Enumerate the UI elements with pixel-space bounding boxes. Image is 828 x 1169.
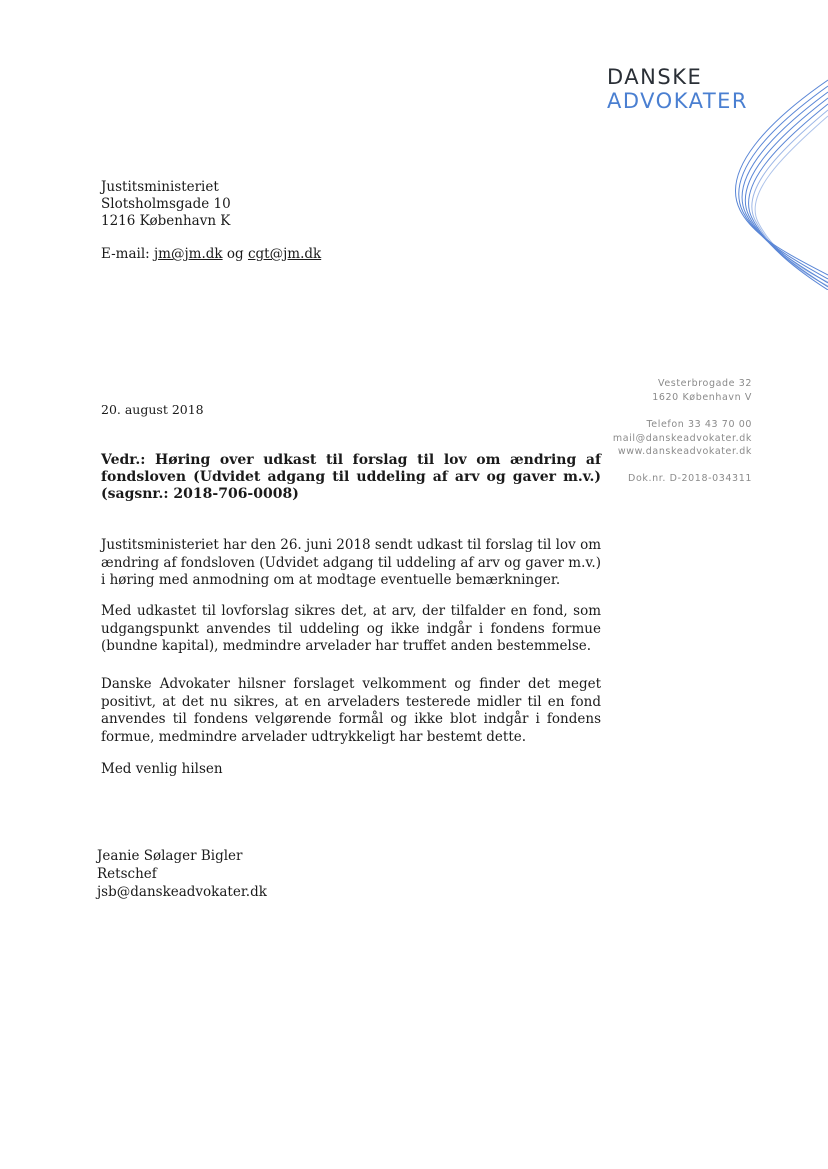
email-label: E-mail: bbox=[101, 246, 150, 262]
letter-date: 20. august 2018 bbox=[101, 402, 204, 417]
logo-waves-graphic bbox=[700, 60, 828, 290]
signature-name: Jeanie Sølager Bigler bbox=[97, 848, 243, 864]
email-link-cgt[interactable]: cgt@jm.dk bbox=[247, 246, 322, 262]
document-number: Dok.nr. D-2018-034311 bbox=[628, 473, 752, 484]
sender-mail: mail@danskeadvokater.dk bbox=[612, 432, 752, 444]
sender-address bbox=[652, 377, 752, 404]
body-paragraph: Med udkastet til lovforslag sikres det, at arv, der tilfalder en fond, som udgangspunkt anvendes til uddeling og ikke indgår i fondens formue (bundne kapital), medmindre arvelader har truffet anden bestemmelse. bbox=[101, 603, 601, 654]
recipient-address bbox=[101, 179, 231, 230]
body-paragraph: Danske Advokater hilsner forslaget velkomment og finder det meget positivt, at det nu sikres, at en arveladers testerede midler til en fond anvendes til fondens velgørende formål og ikke blot indgår i fondens formue, medmindre arvelader udtrykkeligt har bestemt dette. bbox=[101, 676, 601, 745]
sender-street: Vesterbrogade 32 bbox=[657, 378, 752, 389]
sender-contact bbox=[613, 418, 752, 459]
recipient-street: Slotsholmsgade 10 bbox=[101, 196, 231, 212]
recipient-name: Justitsministeriet bbox=[101, 179, 219, 195]
recipient-email-line bbox=[101, 246, 321, 262]
sender-city: 1620 København V bbox=[652, 391, 752, 403]
closing-greeting: Med venlig hilsen bbox=[101, 761, 223, 777]
signature-title: Retschef bbox=[97, 866, 157, 882]
sender-phone: Telefon 33 43 70 00 bbox=[646, 419, 752, 430]
sender-web: www.danskeadvokater.dk bbox=[617, 446, 752, 457]
email-connector: og bbox=[226, 246, 244, 262]
recipient-city: 1216 København K bbox=[101, 213, 231, 229]
logo-advokater: ADVOKATER bbox=[607, 89, 749, 113]
subject-heading: Vedr.: Høring over udkast til forslag til lov om ændring af fondsloven (Udvidet adgang til uddeling af arv og gaver m.v.) (sagsnr.: 2018-706-0008) bbox=[101, 452, 601, 502]
signature-block bbox=[97, 847, 267, 901]
body-paragraph: Justitsministeriet har den 26. juni 2018 sendt udkast til forslag til lov om ændring af fondsloven (Udvidet adgang til uddeling af arv og gaver m.v.) i høring med anmodning om at modtage eventuelle bemærkninger. bbox=[101, 537, 601, 588]
logo-danske: DANSKE bbox=[607, 65, 703, 89]
signature-email: jsb@danskeadvokater.dk bbox=[97, 884, 267, 900]
email-link-jm[interactable]: jm@jm.dk bbox=[154, 246, 223, 262]
